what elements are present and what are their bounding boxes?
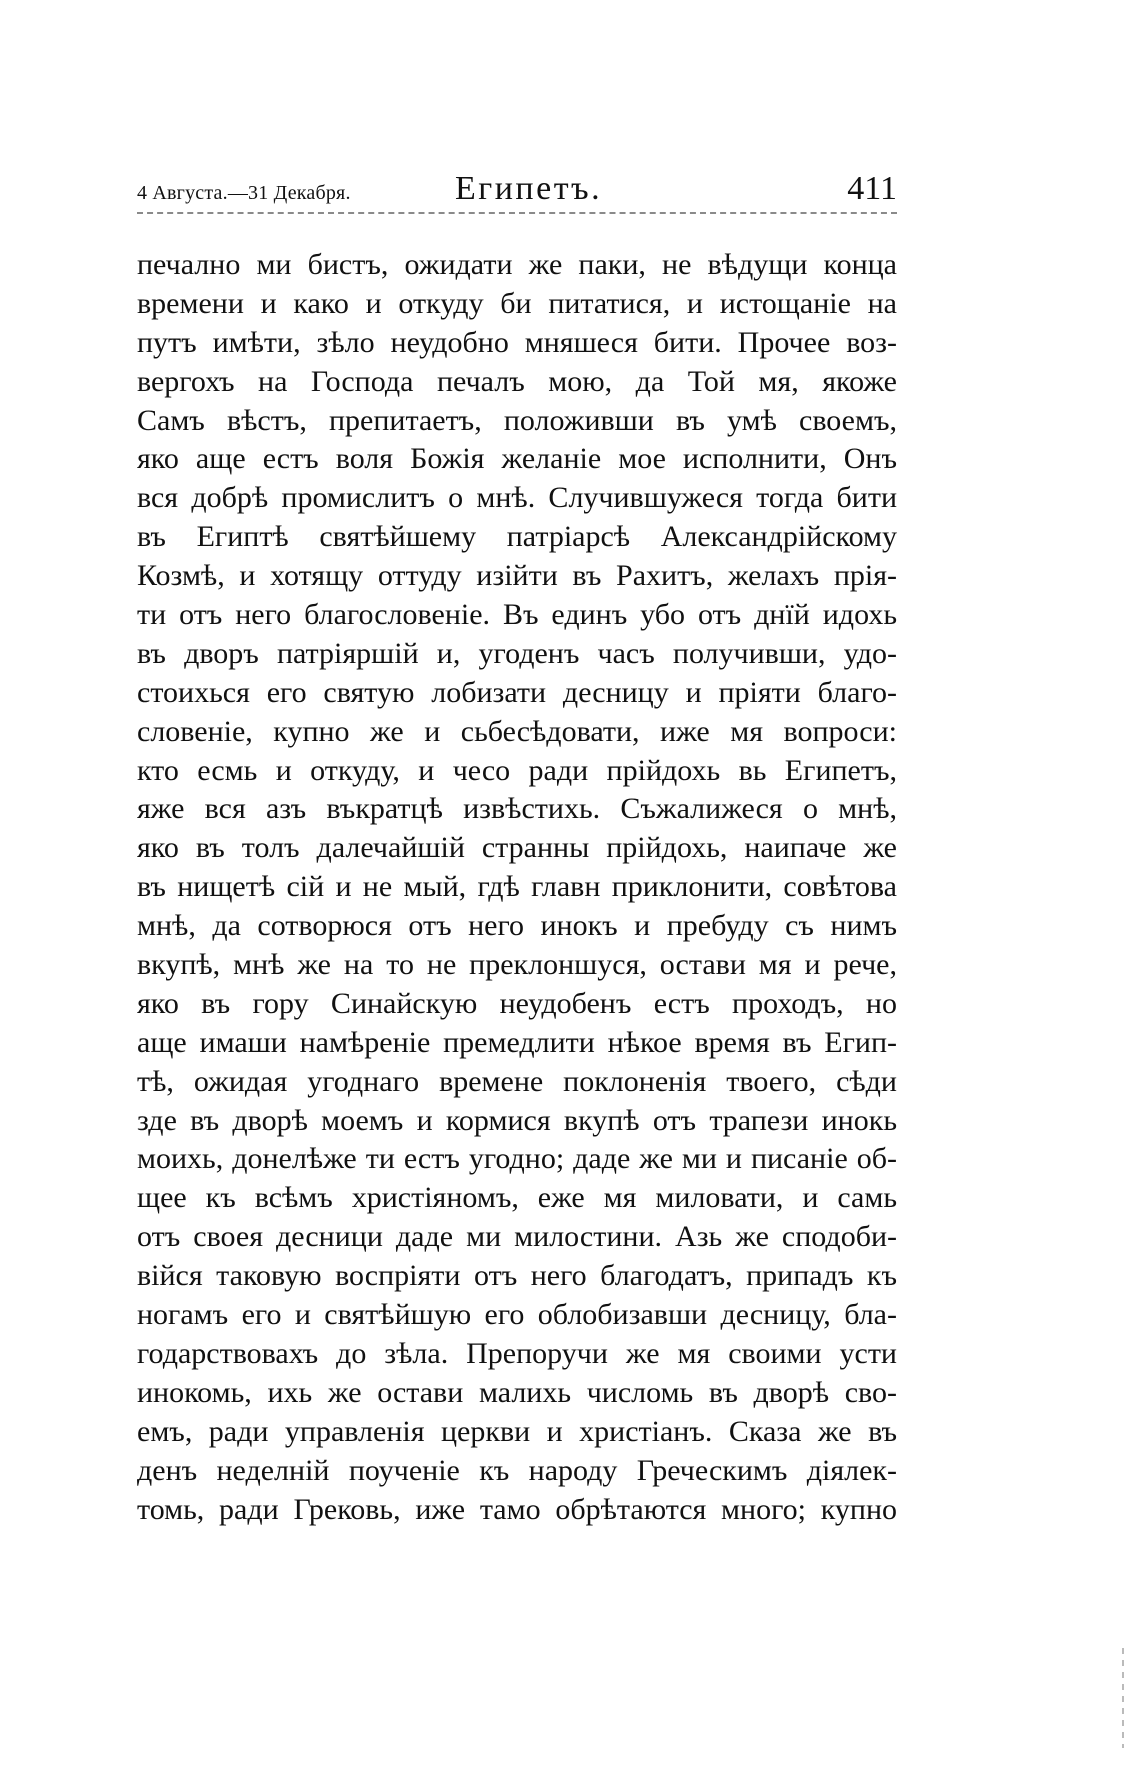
body-line: печално ми бистъ, ожидати же паки, не вѣдущи конца bbox=[137, 248, 897, 281]
running-header bbox=[137, 168, 897, 208]
body-line: вся добрѣ промислитъ о мнѣ. Случившужеся тогда бити bbox=[137, 481, 897, 515]
body-line: яже вся азъ въкратцѣ извѣстихь. Съжалижеся о мнѣ, bbox=[137, 792, 897, 826]
body-line: яко въ гору Синайскую неудобенъ естъ проходъ, но bbox=[137, 986, 897, 1020]
header-date-range: 4 Августа.—31 Декабря. bbox=[137, 182, 351, 204]
body-line: словеніе, купно же и сьбесѣдовати, иже мя вопроси: bbox=[137, 714, 897, 748]
header-rule bbox=[137, 212, 897, 214]
body-line: ти отъ него благословеніе. Въ единъ убо отъ днїй идохь bbox=[137, 598, 897, 632]
body-line: Самъ вѣстъ, препитаетъ, положивши въ умѣ своемъ, bbox=[137, 403, 897, 437]
body-line: въ нищетѣ сій и не мый, гдѣ главн приклонити, совѣтова bbox=[137, 870, 897, 904]
body-line: мнѣ, да сотворюся отъ него инокъ и пребуду съ нимъ bbox=[137, 909, 897, 943]
body-text bbox=[137, 246, 897, 1529]
body-line: кто есмь и откуду, и чесо ради прійдохь вь Египетъ, bbox=[137, 753, 897, 787]
body-line: яко въ толъ далечайшій странны прійдохь, наипаче же bbox=[137, 831, 897, 865]
body-line: въ дворъ патріяршій и, угоденъ часъ получивши, удо- bbox=[137, 636, 897, 670]
body-line: моихь, донелѣже ти естъ угодно; даде же ми и писаніе об- bbox=[137, 1142, 897, 1176]
body-line: Козмѣ, и хотящу оттуду изійти въ Рахитъ, желахъ прія- bbox=[137, 559, 897, 593]
body-line: зде въ дворѣ моемъ и кормися вкупѣ отъ трапези инокь bbox=[137, 1103, 897, 1137]
body-line: годарствовахъ до зѣла. Препоручи же мя своими усти bbox=[137, 1336, 897, 1370]
body-line: тѣ, ожидая угоднаго времене поклоненія твоего, сѣди bbox=[137, 1064, 897, 1098]
body-line: щее къ всѣмъ христіяномъ, еже мя миловати, и самь bbox=[137, 1181, 897, 1215]
page-number: 411 bbox=[847, 170, 897, 207]
body-line: яко аще естъ воля Божія желаніе мое исполнити, Онъ bbox=[137, 442, 897, 476]
body-line: ногамъ его и святѣйшую его облобизавши десницу, бла- bbox=[137, 1298, 897, 1332]
body-line: отъ своея десници даде ми милостини. Азь же сподоби- bbox=[137, 1220, 897, 1254]
body-line: вкупѣ, мнѣ же на то не преклоншуся, остави мя и рече, bbox=[137, 948, 897, 982]
body-line: инокомь, ихь же остави малихь числомь въ дворѣ сво- bbox=[137, 1375, 897, 1409]
body-line: вергохъ на Господа печалъ мою, да Той мя, якоже bbox=[137, 364, 897, 398]
body-line: емъ, ради управленія церкви и христіанъ. Сказа же въ bbox=[137, 1414, 897, 1448]
scan-margin-mark bbox=[1122, 1648, 1124, 1748]
body-line: стоихься его святую лобизати десницу и пріяти благо- bbox=[137, 675, 897, 709]
body-line: томь, ради Грековь, иже тамо обрѣтаются много; купно bbox=[137, 1492, 897, 1526]
body-line: времени и како и откуду би питатися, и истощаніе на bbox=[137, 286, 897, 320]
body-line: денъ неделній поученіе къ народу Греческимъ діялек- bbox=[137, 1453, 897, 1487]
body-line: путъ имѣти, зѣло неудобно мняшеся бити. Прочее воз- bbox=[137, 325, 897, 359]
body-line: війся таковую воспріяти отъ него благодатъ, припадъ къ bbox=[137, 1259, 897, 1293]
body-line: аще имаши намѣреніе премедлити нѣкое время въ Егип- bbox=[137, 1025, 897, 1059]
body-line: въ Египтѣ святѣйшему патріарсѣ Александрійскому bbox=[137, 520, 897, 554]
header-title: Египетъ. bbox=[455, 170, 603, 207]
